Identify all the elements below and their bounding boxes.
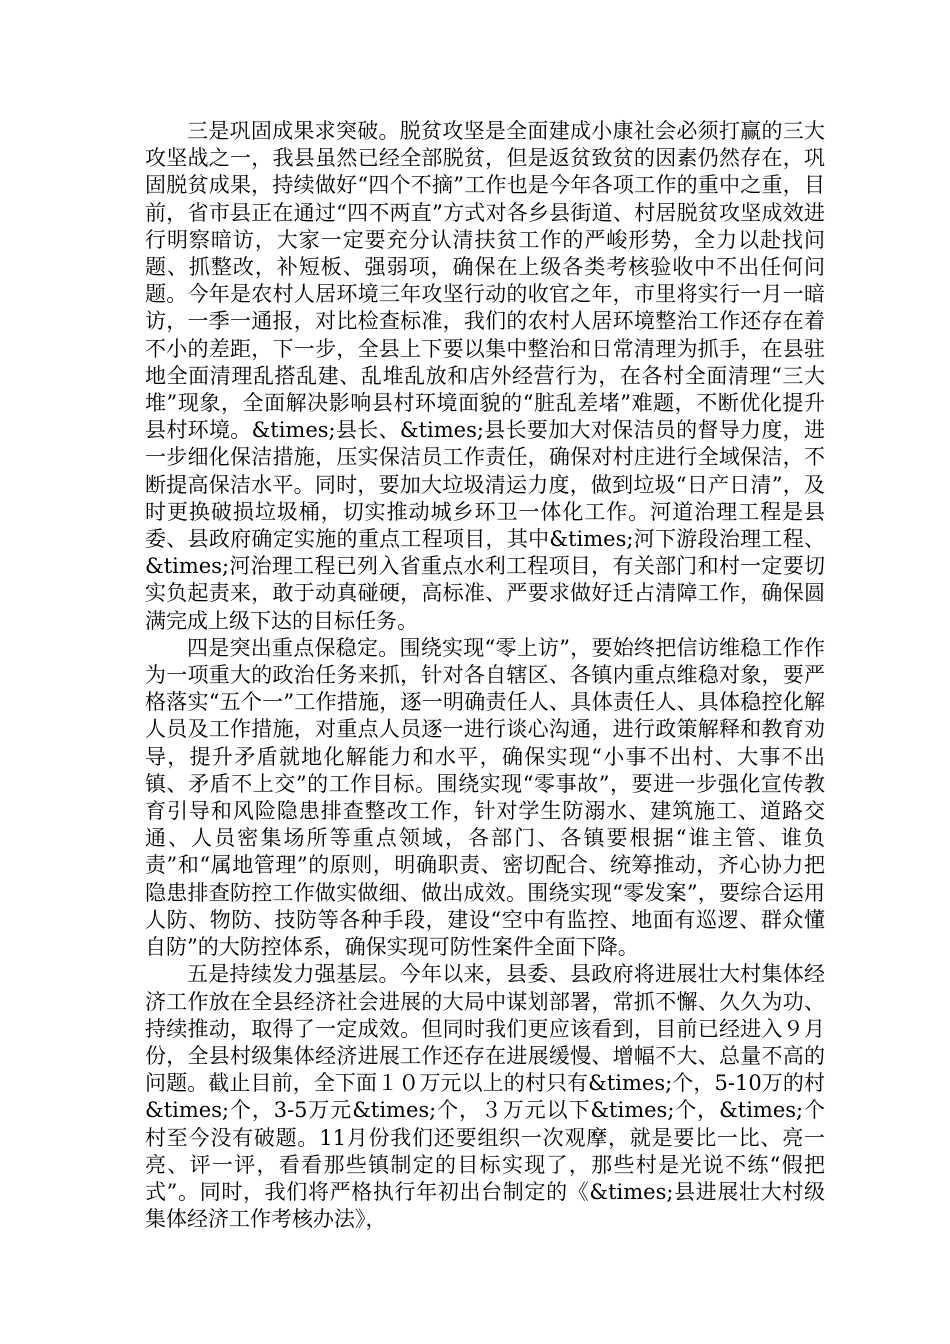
- paragraph-stability: 四是突出重点保稳定。围绕实现“零上访”，要始终把信访维稳工作作为一项重大的政治任务来抓，针对各自辖区、各镇内重点维稳对象，要严格落实“五个一”工作措施，逐一明确责任人、具体责任人、具体稳控化解人员及工作措施，对重点人员逐一进行谈心沟通，进行政策解释和教育劝导，提升矛盾就地化解能力和水平，确保实现“小事不出村、大事不出镇、矛盾不上交”的工作目标。围绕实现“零事故”，要进一步强化宣传教育引导和风险隐患排查整改工作，针对学生防溺水、建筑施工、道路交通、人员密集场所等重点领域，各部门、各镇要根据“谁主管、谁负责”和“属地管理”的原则，明确职责、密切配合、统筹推动，齐心协力把隐患排查防控工作做实做细、做出成效。围绕实现“零发案”，要综合运用人防、物防、技防等各种手段，建设“空中有监控、地面有巡逻、群众懂自防”的大防控体系，确保实现可防性案件全面下降。: [145, 635, 825, 960]
- document-body: [145, 118, 825, 1233]
- paragraph-consolidate-poverty-results: 三是巩固成果求突破。脱贫攻坚是全面建成小康社会必须打赢的三大攻坚战之一，我县虽然已经全部脱贫，但是返贫致贫的因素仍然存在，巩固脱贫成果，持续做好“四个不摘”工作也是今年各项工作的重中之重，目前，省市县正在通过“四不两直”方式对各乡县街道、村居脱贫攻坚成效进行明察暗访，大家一定要充分认清扶贫工作的严峻形势，全力以赴找问题、抓整改，补短板、强弱项，确保在上级各类考核验收中不出任何问题。今年是农村人居环境三年攻坚行动的收官之年，市里将实行一月一暗访，一季一通报，对比检查标准，我们的农村人居环境整治工作还存在着不小的差距，下一步，全县上下要以集中整治和日常清理为抓手，在县驻地全面清理乱搭乱建、乱堆乱放和店外经营行为，在各村全面清理“三大堆”现象，全面解决影响县村环境面貌的“脏乱差堵”难题，不断优化提升县村环境。&times;县长、&times;县长要加大对保洁员的督导力度，进一步细化保洁措施，压实保洁员工作责任，确保对村庄进行全域保洁，不断提高保洁水平。同时，要加大垃圾清运力度，做到垃圾“日产日清”，及时更换破损垃圾桶，切实推动城乡环卫一体化工作。河道治理工程是县委、县政府确定实施的重点工程项目，其中&times;河下游段治理工程、&times;河治理工程已列入省重点水利工程项目，有关部门和村一定要切实负起责来，敢于动真碰硬，高标准、严要求做好迁占清障工作，确保圆满完成上级下达的目标任务。: [145, 119, 825, 633]
- paragraph-grassroots: 五是持续发力强基层。今年以来，县委、县政府将进展壮大村集体经济工作放在全县经济社会进展的大局中谋划部署，常抓不懈、久久为功、持续推动，取得了一定成效。但同时我们更应该看到，目前已经进入９月份，全县村级集体经济进展工作还存在进展缓慢、增幅不大、总量不高的问题。截止目前，全下面１０万元以上的村只有&times;个，5-10万的村&times;个，3-5万元&times;个，３万元以下&times;个，&times;个村至今没有破题。11月份我们还要组织一次观摩，就是要比一比、亮一亮、评一评，看看那些镇制定的目标实现了，那些村是光说不练“假把式”。同时，我们将严格执行年初出台制定的《&times;县进展壮大村级集体经济工作考核办法》，: [145, 962, 825, 1232]
